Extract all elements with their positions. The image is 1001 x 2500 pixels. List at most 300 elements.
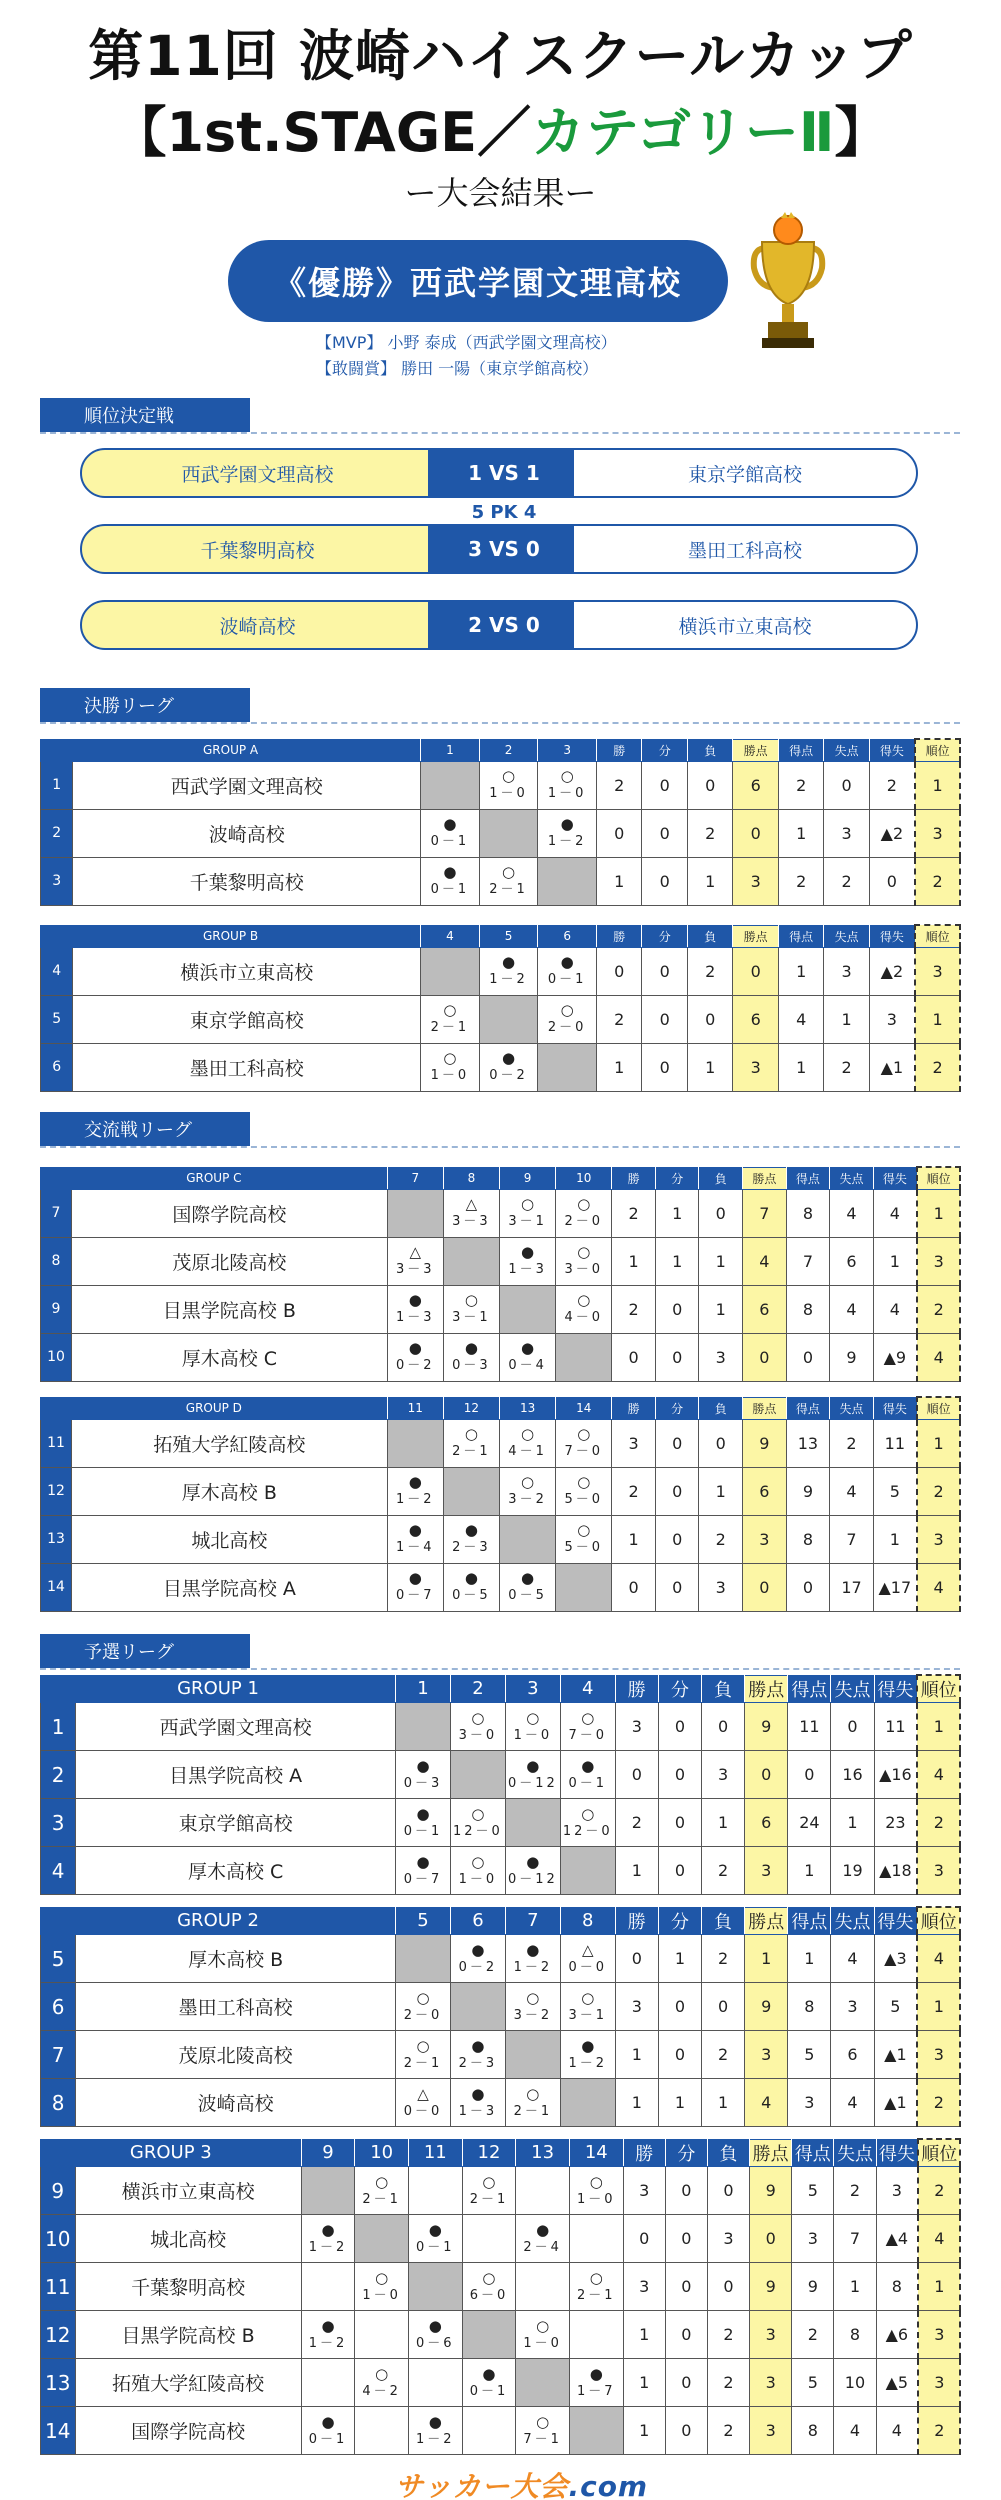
result-score: 12－0 — [562, 1823, 613, 1839]
result — [444, 1569, 499, 1605]
result — [396, 2085, 450, 2121]
site-logo — [395, 2465, 648, 2500]
team-name: 波崎高校 — [73, 809, 421, 857]
self-match-cell — [500, 1285, 556, 1333]
match-result-cell — [516, 2407, 570, 2455]
goal-diff-cell: 3 — [869, 995, 914, 1043]
points-cell: 6 — [743, 1285, 787, 1333]
opponent-col-header: 13 — [500, 1397, 556, 1419]
opponent-col-header: 1 — [421, 739, 480, 761]
goals-against-cell: 8 — [834, 2311, 876, 2359]
rank-cell: 1 — [917, 1703, 960, 1751]
match-result-cell — [538, 947, 597, 995]
result-score: 1－0 — [430, 1068, 470, 1083]
wins-cell: 3 — [623, 2167, 665, 2215]
stat-col-header: 勝点 — [745, 1907, 788, 1935]
team-name: 横浜市立東高校 — [75, 2167, 301, 2215]
result-score: 1－2 — [308, 2335, 348, 2351]
match-result-cell — [443, 1515, 499, 1563]
result-score: 0－6 — [416, 2335, 455, 2351]
result — [421, 1001, 479, 1037]
result-mark: ○ — [502, 767, 516, 785]
result-mark: ○ — [521, 1195, 535, 1213]
result-mark: ○ — [521, 1473, 535, 1491]
section-prelim: 予選リーグ — [40, 1634, 250, 1668]
self-match-cell — [505, 1799, 560, 1847]
points-cell: 6 — [733, 995, 778, 1043]
match-result-cell — [516, 2311, 570, 2359]
draws-cell: 0 — [658, 1983, 701, 2031]
match-result-cell — [301, 2407, 355, 2455]
goals-for-cell: 9 — [792, 2263, 834, 2311]
goals-for-cell: 8 — [792, 2407, 834, 2455]
stat-col-header: 勝 — [623, 2139, 665, 2167]
stat-col-header: 勝 — [612, 1397, 656, 1419]
rank-cell: 4 — [917, 1333, 961, 1381]
stat-col-header: 勝点 — [750, 2139, 792, 2167]
result — [561, 2037, 615, 2073]
stat-col-header: 得点 — [786, 1167, 830, 1189]
result — [516, 2221, 569, 2257]
result-score: 3－2 — [508, 1492, 547, 1507]
points-cell: 6 — [743, 1467, 787, 1515]
goals-against-cell: 4 — [830, 1189, 874, 1237]
points-cell: 6 — [733, 761, 778, 809]
match-result-cell — [450, 2079, 505, 2127]
team-number: 12 — [41, 2311, 76, 2359]
wins-cell: 0 — [623, 2215, 665, 2263]
stat-col-header: 順位 — [917, 1907, 960, 1935]
losses-cell: 1 — [702, 1799, 745, 1847]
result-score: 0－7 — [395, 1588, 435, 1603]
points-cell: 9 — [750, 2167, 792, 2215]
team-name: 厚木高校 C — [76, 1847, 396, 1895]
losses-cell: 1 — [699, 1237, 743, 1285]
subtitle: ー大会結果ー — [404, 174, 597, 212]
match-result-cell — [387, 1467, 443, 1515]
rank-cell: 2 — [915, 857, 960, 905]
result — [396, 1757, 450, 1793]
result-score: 0－1 — [430, 882, 470, 897]
goals-against-cell: 4 — [830, 1285, 874, 1333]
wins-cell: 1 — [623, 2359, 665, 2407]
result-score: 0－1 — [308, 2431, 348, 2447]
result-score: 3－1 — [508, 1214, 547, 1229]
match-result-cell — [421, 1043, 480, 1091]
table-row — [41, 947, 961, 995]
points-cell: 9 — [745, 1983, 788, 2031]
league-table-group-c — [40, 1166, 961, 1382]
match-result-cell — [538, 809, 597, 857]
result-mark: ● — [464, 1569, 478, 1587]
points-cell: 0 — [745, 1751, 788, 1799]
opponent-col-header: 13 — [516, 2139, 570, 2167]
result-mark: ○ — [589, 2172, 603, 2191]
result-mark: ● — [502, 953, 516, 971]
opponent-col-header: 5 — [479, 925, 538, 947]
wins-cell: 2 — [612, 1467, 656, 1515]
result — [409, 2413, 462, 2449]
fighting-spirit-text: 【敢闘賞】 勝田 一陽（東京学館高校） — [316, 359, 599, 378]
goals-for-cell: 5 — [792, 2359, 834, 2407]
goal-diff-cell: 4 — [876, 2407, 918, 2455]
result-score: 0－5 — [508, 1588, 547, 1603]
match-result-cell — [387, 1333, 443, 1381]
match-right-team: 東京学館高校 — [572, 448, 918, 498]
result-score: 1－2 — [547, 834, 587, 849]
result-mark: ○ — [577, 1425, 591, 1443]
result-score: 3－0 — [564, 1262, 604, 1277]
goals-against-cell: 10 — [834, 2359, 876, 2407]
result — [506, 1709, 560, 1745]
stat-col-header: 負 — [699, 1167, 743, 1189]
goals-for-cell: 1 — [778, 1043, 823, 1091]
draws-cell: 0 — [642, 995, 687, 1043]
losses-cell: 3 — [699, 1563, 743, 1611]
match-result-cell — [505, 1935, 560, 1983]
goals-for-cell: 8 — [786, 1189, 830, 1237]
match-result-cell — [421, 809, 480, 857]
losses-cell: 0 — [702, 1703, 745, 1751]
result-score: 2－1 — [577, 2287, 616, 2303]
match-result-cell — [462, 2167, 516, 2215]
ranking-match-3 — [80, 600, 918, 652]
goals-against-cell: 2 — [824, 857, 869, 905]
rank-cell: 4 — [917, 1751, 960, 1799]
match-result-cell — [569, 2215, 623, 2263]
rank-cell: 4 — [918, 2215, 960, 2263]
result-score: 4－1 — [508, 1444, 547, 1459]
table-row — [41, 2359, 961, 2407]
awards — [316, 330, 617, 382]
result-mark: ● — [536, 2220, 550, 2239]
draws-cell: 0 — [655, 1333, 699, 1381]
rank-cell: 3 — [915, 947, 960, 995]
match-result-cell — [396, 1799, 451, 1847]
points-cell: 0 — [733, 947, 778, 995]
stat-col-header: 失点 — [831, 1907, 874, 1935]
match-result-cell — [569, 2359, 623, 2407]
result — [556, 1195, 611, 1231]
result-mark: ● — [321, 2316, 335, 2335]
result-score: 0－7 — [403, 1871, 443, 1887]
result-mark: ● — [560, 815, 574, 833]
losses-cell: 2 — [687, 809, 732, 857]
result-mark: ○ — [416, 2036, 430, 2055]
stat-col-header: 勝 — [596, 925, 641, 947]
result-mark: △ — [582, 1940, 594, 1959]
draws-cell: 1 — [658, 1935, 701, 1983]
match-result-cell — [479, 1043, 538, 1091]
self-match-cell — [443, 1237, 499, 1285]
match-result-cell — [560, 1751, 615, 1799]
result — [500, 1243, 555, 1279]
table-row — [41, 1751, 961, 1799]
section-divider — [40, 1146, 960, 1148]
result-score: 3－0 — [458, 1727, 498, 1743]
goals-against-cell: 2 — [824, 1043, 869, 1091]
goals-for-cell: 7 — [786, 1237, 830, 1285]
result — [480, 863, 538, 899]
result — [506, 1989, 560, 2025]
goals-against-cell: 3 — [824, 809, 869, 857]
goal-diff-cell: 1 — [873, 1515, 917, 1563]
match-result-cell — [500, 1467, 556, 1515]
match-result-cell — [505, 1703, 560, 1751]
table-row — [41, 1419, 961, 1467]
result-mark: ○ — [375, 2364, 389, 2383]
self-match-cell — [443, 1467, 499, 1515]
goals-for-cell: 2 — [792, 2311, 834, 2359]
result — [388, 1473, 443, 1509]
stat-col-header: 順位 — [915, 925, 960, 947]
goals-for-cell: 3 — [792, 2215, 834, 2263]
result-score: 1－3 — [396, 1310, 435, 1325]
result — [388, 1569, 443, 1605]
points-cell: 3 — [733, 1043, 778, 1091]
team-number: 4 — [41, 947, 73, 995]
table-row — [41, 1467, 961, 1515]
goal-diff-cell: 23 — [874, 1799, 917, 1847]
section-ranking: 順位決定戦 — [40, 398, 250, 432]
match-result-cell — [516, 2263, 570, 2311]
stat-col-header: 負 — [699, 1397, 743, 1419]
wins-cell: 3 — [623, 2263, 665, 2311]
result-mark: ○ — [482, 2268, 496, 2287]
opponent-col-header: 14 — [556, 1397, 612, 1419]
rank-cell: 1 — [915, 995, 960, 1043]
points-cell: 3 — [750, 2407, 792, 2455]
league-table-group-2 — [40, 1906, 961, 2127]
match-result-cell — [538, 995, 597, 1043]
match-score: 3 VS 0 — [428, 524, 580, 574]
goal-diff-cell: ▲6 — [876, 2311, 918, 2359]
result-mark: ○ — [464, 1425, 478, 1443]
self-match-cell — [505, 2031, 560, 2079]
opponent-col-header: 2 — [479, 739, 538, 761]
match-result-cell — [450, 1935, 505, 1983]
team-number: 6 — [41, 1043, 73, 1091]
goals-against-cell: 7 — [830, 1515, 874, 1563]
goals-against-cell: 6 — [830, 1237, 874, 1285]
result-mark: ○ — [577, 1243, 591, 1261]
stat-col-header: 失点 — [830, 1397, 874, 1419]
match-result-cell — [462, 2215, 516, 2263]
self-match-cell — [387, 1419, 443, 1467]
stat-col-header: 勝点 — [733, 739, 778, 761]
result-score: 0－1 — [416, 2239, 455, 2255]
match-result-cell — [569, 2167, 623, 2215]
result-mark: ● — [428, 2316, 442, 2335]
rank-cell: 2 — [915, 1043, 960, 1091]
result-mark: ● — [416, 1804, 430, 1823]
stat-col-header: 勝点 — [743, 1397, 787, 1419]
trophy-icon — [748, 208, 828, 356]
table-row — [41, 1563, 961, 1611]
match-result-cell — [569, 2311, 623, 2359]
result-score: 12－0 — [453, 1823, 503, 1839]
points-cell: 3 — [743, 1515, 787, 1563]
result-score: 1－0 — [513, 1727, 553, 1743]
result — [388, 1521, 443, 1557]
wins-cell: 2 — [615, 1799, 658, 1847]
result — [444, 1521, 499, 1557]
result — [500, 1195, 555, 1231]
opponent-col-header: 11 — [408, 2139, 462, 2167]
match-result-cell — [355, 2359, 409, 2407]
result-score: 0－0 — [403, 2103, 443, 2119]
opponent-col-header: 8 — [560, 1907, 615, 1935]
points-cell: 1 — [745, 1935, 788, 1983]
result-mark: ○ — [577, 1195, 591, 1213]
opponent-col-header: 7 — [505, 1907, 560, 1935]
result-score: 2－0 — [403, 2007, 443, 2023]
champion-banner: 《優勝》西武学園文理高校 — [228, 240, 728, 322]
match-result-cell — [516, 2215, 570, 2263]
goals-against-cell: 4 — [834, 2407, 876, 2455]
ranking-match-1 — [80, 448, 918, 523]
group-name-cell: GROUP A — [41, 739, 421, 761]
result-score: 2－0 — [564, 1214, 604, 1229]
table-row — [41, 1703, 961, 1751]
match-right-team: 墨田工科高校 — [572, 524, 918, 574]
opponent-col-header: 12 — [462, 2139, 516, 2167]
result-score: 7－1 — [523, 2431, 562, 2447]
stage-title-c: 】 — [834, 101, 889, 164]
match-result-cell — [569, 2263, 623, 2311]
stat-col-header: 得点 — [788, 1675, 831, 1703]
stage-title-a: 【1st.STAGE／ — [112, 101, 532, 164]
team-name: 拓殖大学紅陵高校 — [75, 2359, 301, 2407]
draws-cell: 0 — [665, 2167, 707, 2215]
losses-cell: 3 — [699, 1333, 743, 1381]
result — [355, 2365, 408, 2401]
goal-diff-cell: 5 — [873, 1467, 917, 1515]
result — [538, 815, 596, 851]
result-score: 1－7 — [577, 2383, 616, 2399]
stat-col-header: 分 — [658, 1907, 701, 1935]
draws-cell: 1 — [655, 1189, 699, 1237]
result — [500, 1569, 555, 1605]
result — [421, 1049, 479, 1085]
team-number: 6 — [41, 1983, 76, 2031]
team-number: 2 — [41, 809, 73, 857]
result-mark: ○ — [560, 767, 574, 785]
team-name: 目黒学院高校 A — [76, 1751, 396, 1799]
table-row — [41, 2311, 961, 2359]
result-mark: ● — [471, 2084, 485, 2103]
team-name: 目黒学院高校 B — [75, 2311, 301, 2359]
draws-cell: 0 — [658, 1703, 701, 1751]
team-number: 14 — [41, 2407, 76, 2455]
team-name: 墨田工科高校 — [73, 1043, 421, 1091]
goals-against-cell: 3 — [831, 1983, 874, 2031]
goals-against-cell: 17 — [830, 1563, 874, 1611]
stat-col-header: 失点 — [824, 739, 869, 761]
goal-diff-cell: ▲5 — [876, 2359, 918, 2407]
points-cell: 0 — [750, 2215, 792, 2263]
result-score: 1－2 — [416, 2431, 455, 2447]
result-score: 0－1 — [547, 972, 587, 987]
stat-col-header: 分 — [655, 1167, 699, 1189]
stat-col-header: 得失 — [869, 925, 914, 947]
match-result-cell — [450, 2031, 505, 2079]
league-table-group-a — [40, 738, 961, 906]
group-name-cell: GROUP 1 — [41, 1675, 396, 1703]
team-number: 7 — [41, 1189, 72, 1237]
result — [388, 1291, 443, 1327]
result — [570, 2173, 623, 2209]
result-mark: ● — [560, 953, 574, 971]
result — [506, 1853, 560, 1889]
result — [451, 1941, 505, 1977]
stat-col-header: 負 — [702, 1675, 745, 1703]
result-mark: ● — [526, 1852, 540, 1871]
result-mark: ● — [443, 863, 457, 881]
points-cell: 9 — [743, 1419, 787, 1467]
result-mark: ● — [482, 2364, 496, 2383]
table-row — [41, 1043, 961, 1091]
section-divider — [40, 722, 960, 724]
opponent-col-header: 4 — [560, 1675, 615, 1703]
result — [451, 1853, 505, 1889]
stat-col-header: 得点 — [778, 925, 823, 947]
result-mark: ● — [464, 1521, 478, 1539]
goal-diff-cell: ▲17 — [873, 1563, 917, 1611]
rank-cell: 3 — [917, 1237, 961, 1285]
result-mark: ● — [526, 1756, 540, 1775]
losses-cell: 2 — [707, 2311, 749, 2359]
result-score: 5－0 — [564, 1540, 603, 1555]
goals-against-cell: 4 — [830, 1467, 874, 1515]
losses-cell: 0 — [699, 1419, 743, 1467]
stat-col-header: 勝 — [612, 1167, 656, 1189]
result — [500, 1339, 555, 1375]
stat-col-header: 得失 — [876, 2139, 918, 2167]
self-match-cell — [479, 809, 538, 857]
result-mark: ● — [464, 1339, 478, 1357]
match-result-cell — [396, 2079, 451, 2127]
result — [561, 1709, 615, 1745]
match-result-cell — [556, 1419, 612, 1467]
table-row — [41, 2263, 961, 2311]
losses-cell: 3 — [707, 2215, 749, 2263]
table-row — [41, 857, 961, 905]
result — [480, 1049, 538, 1085]
match-result-cell — [408, 2167, 462, 2215]
result-mark: ● — [408, 1521, 422, 1539]
section-exchange: 交流戦リーグ — [40, 1112, 250, 1146]
goals-for-cell: 24 — [788, 1799, 831, 1847]
match-result-cell — [500, 1237, 556, 1285]
losses-cell: 0 — [687, 995, 732, 1043]
rank-cell: 3 — [917, 1847, 960, 1895]
team-name: 国際学院高校 — [71, 1189, 387, 1237]
result-score: 0－2 — [458, 1959, 498, 1975]
wins-cell: 3 — [615, 1983, 658, 2031]
self-match-cell — [560, 1847, 615, 1895]
losses-cell: 1 — [687, 1043, 732, 1091]
result-mark: ● — [581, 1756, 595, 1775]
result-mark: ● — [321, 2412, 335, 2431]
stat-col-header: 分 — [658, 1675, 701, 1703]
result — [516, 2413, 569, 2449]
rank-cell: 1 — [917, 1983, 960, 2031]
result-score: 5－0 — [564, 1492, 603, 1507]
result-mark: ● — [521, 1339, 535, 1357]
result-mark: ○ — [443, 1049, 457, 1067]
result-mark: ○ — [581, 1988, 595, 2007]
